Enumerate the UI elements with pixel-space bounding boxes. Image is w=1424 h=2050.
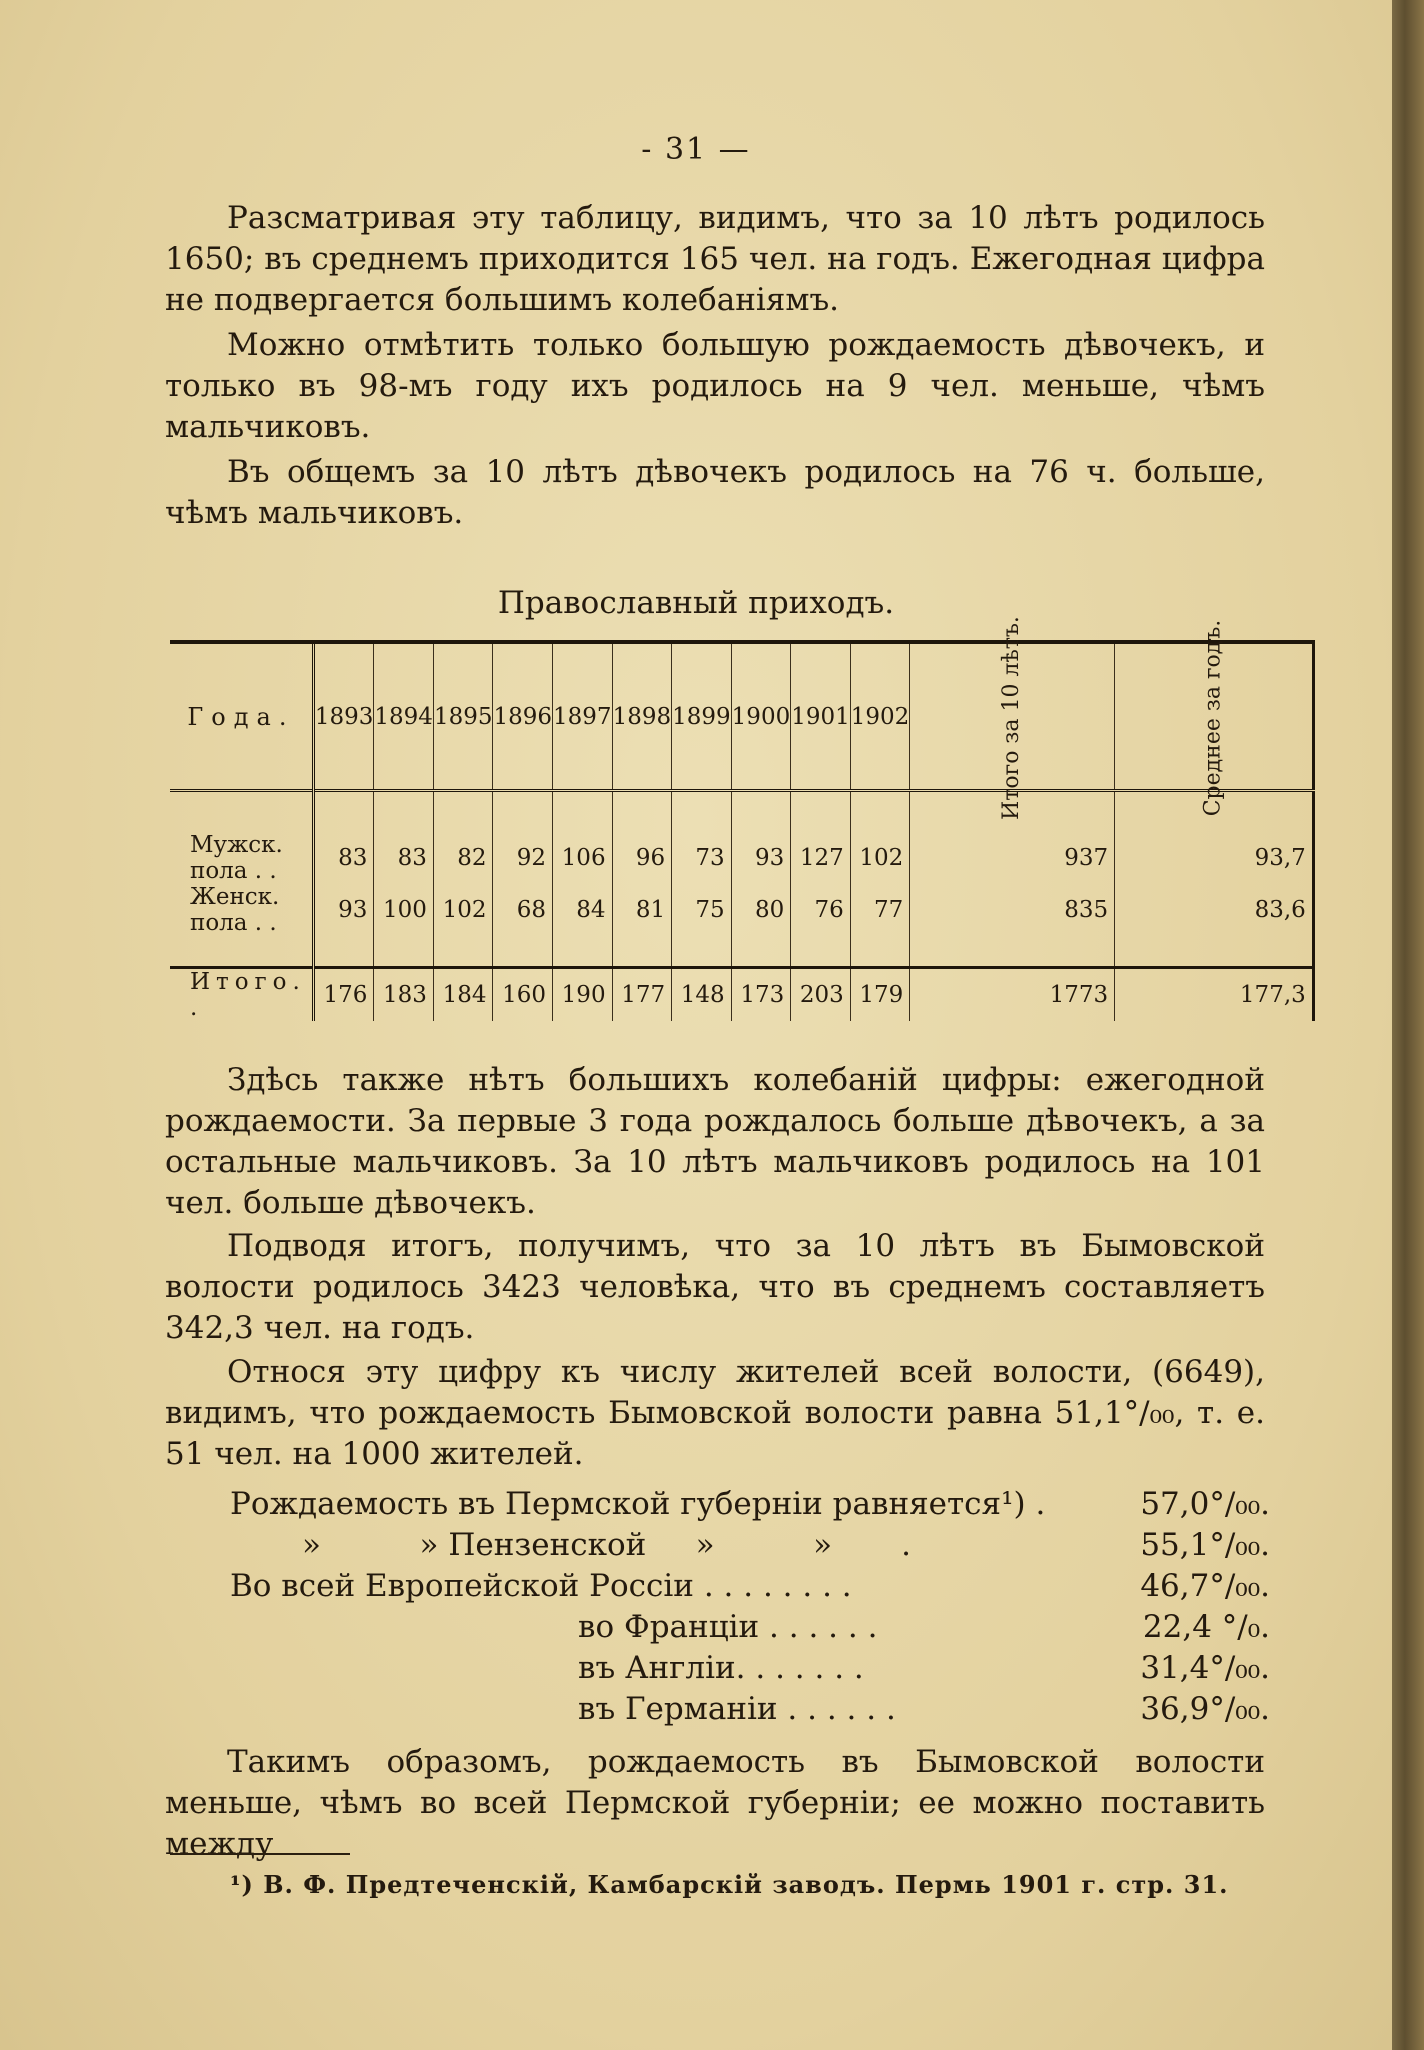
table-cell: 77 [850, 884, 910, 936]
paragraph-7-text: Такимъ образомъ, рождаемость въ Бымовской волости меньше, чѣмъ во всей Пермской губерніи; ее можно поставить между [165, 1744, 1265, 1862]
header-year: 1901 [791, 642, 851, 791]
comparison-value: 57,0°/₀₀. [1140, 1486, 1270, 1522]
header-year: 1902 [850, 642, 910, 791]
table-cell: 80 [731, 884, 791, 936]
comparison-row [230, 1568, 1270, 1609]
header-year: 1896 [493, 642, 553, 791]
comparison-label: въ Англіи. . . . . . . [578, 1650, 864, 1686]
table-cell: 937 [910, 832, 1115, 884]
table-cell: 83 [313, 832, 374, 884]
table-cell: 76 [791, 884, 851, 936]
header-separator [170, 791, 1313, 803]
paragraph-1 [165, 198, 1265, 321]
births-table [170, 615, 1315, 1021]
table-cell: 177 [612, 968, 672, 1022]
table-cell: 177,3 [1115, 968, 1314, 1022]
table-cell: 190 [553, 968, 613, 1022]
paragraph-5 [165, 1226, 1265, 1349]
table-caption: Православный приходъ. [497, 585, 895, 621]
table-cell: 83 [374, 832, 434, 884]
table-header-row [170, 642, 1313, 791]
table-cell: 75 [672, 884, 732, 936]
page-edge [1392, 0, 1424, 2050]
row-label: Итого. . [170, 968, 313, 1022]
table-cell: 81 [612, 884, 672, 936]
table-row-male [170, 832, 1313, 884]
table-cell: 102 [433, 884, 493, 936]
paragraph-2 [165, 325, 1265, 448]
spacer-row [170, 802, 1313, 832]
header-year: 1898 [612, 642, 672, 791]
table-cell: 1773 [910, 968, 1115, 1022]
paragraph-4 [165, 1060, 1265, 1224]
comparison-label: » » Пензенской » » . [302, 1527, 911, 1563]
paragraph-5-text: Подводя итогъ, получимъ, что за 10 лѣтъ въ Бымовской волости родилось 3423 человѣка, что въ среднемъ составляетъ 342,3 чел. на годъ. [165, 1228, 1265, 1346]
comparison-value: 31,4°/₀₀. [1140, 1650, 1270, 1686]
table-cell: 93,7 [1115, 832, 1314, 884]
comparison-label: Во всей Европейской Россіи . . . . . . . . [230, 1568, 852, 1604]
table-cell: 203 [791, 968, 851, 1022]
header-year: 1899 [672, 642, 732, 791]
table-cell: 179 [850, 968, 910, 1022]
header-year: 1895 [433, 642, 493, 791]
paragraph-7 [165, 1742, 1265, 1865]
table-cell: 173 [731, 968, 791, 1022]
table-cell: 96 [612, 832, 672, 884]
comparison-row [230, 1691, 1270, 1732]
table-cell: 160 [493, 968, 553, 1022]
header-year: 1897 [553, 642, 613, 791]
table-cell: 82 [433, 832, 493, 884]
page-number: - 31 — [641, 132, 751, 167]
paragraph-2-text: Можно отмѣтить только большую рождаемость дѣвочекъ, и только въ 98-мъ году ихъ родилось на 9 чел. меньше, чѣмъ мальчиковъ. [165, 327, 1265, 445]
table-cell: 148 [672, 968, 732, 1022]
table-cell: 183 [374, 968, 434, 1022]
comparison-row [230, 1527, 1270, 1568]
header-total-10-years [910, 615, 1115, 820]
comparison-label: Рождаемость въ Пермской губерніи равняется¹) . [230, 1486, 1046, 1522]
header-total-text: Итого за 10 лѣтъ. [999, 615, 1025, 820]
comparison-value: 55,1°/₀₀. [1140, 1527, 1270, 1563]
footnote-rule [170, 1853, 350, 1855]
table-cell: 92 [493, 832, 553, 884]
comparison-row [230, 1486, 1270, 1527]
paragraph-3-text: Въ общемъ за 10 лѣтъ дѣвочекъ родилось на 76 ч. больше, чѣмъ мальчиковъ. [165, 454, 1265, 531]
comparison-row [230, 1609, 1270, 1650]
table-cell: 835 [910, 884, 1115, 936]
table-cell: 84 [553, 884, 613, 936]
header-average-per-year [1115, 619, 1314, 816]
paragraph-6-text: Относя эту цифру къ числу жителей всей волости, (6649), видимъ, что рождаемость Бымовской волости равна 51,1°/₀₀, т. е. 51 чел. на 1000 жителей. [165, 1354, 1265, 1472]
table-cell: 68 [493, 884, 553, 936]
table-cell: 176 [313, 968, 374, 1022]
comparison-value: 22,4 °/₀. [1142, 1609, 1270, 1645]
comparison-row [230, 1650, 1270, 1691]
table-cell: 83,6 [1115, 884, 1314, 936]
paragraph-6 [165, 1352, 1265, 1475]
comparison-label: во Франціи . . . . . . [578, 1609, 878, 1645]
table-cell: 93 [731, 832, 791, 884]
table-row-total [170, 968, 1313, 1022]
comparison-value: 46,7°/₀₀. [1140, 1568, 1270, 1604]
table-cell: 127 [791, 832, 851, 884]
table-cell: 106 [553, 832, 613, 884]
header-years-label: Года. [170, 642, 313, 791]
spacer-row [170, 936, 1313, 968]
header-year: 1894 [374, 642, 434, 791]
comparison-value: 36,9°/₀₀. [1140, 1691, 1270, 1727]
table-cell: 100 [374, 884, 434, 936]
comparison-label: въ Германіи . . . . . . [578, 1691, 896, 1727]
row-label: Мужск. пола . . [170, 832, 313, 884]
paragraph-4-text: Здѣсь также нѣтъ большихъ колебаній цифры: ежегодной рождаемости. За первые 3 года рождалось больше дѣвочекъ, а за остальные мальчиковъ. За 10 лѣтъ мальчиковъ родилось на 101 чел. больше дѣвочекъ. [165, 1062, 1265, 1221]
header-year: 1900 [731, 642, 791, 791]
header-average-text: Среднее за годъ. [1200, 619, 1226, 816]
table-cell: 73 [672, 832, 732, 884]
row-label: Женск. пола . . [170, 884, 313, 936]
table-row-female [170, 884, 1313, 936]
table-cell: 93 [313, 884, 374, 936]
paragraph-3 [165, 452, 1265, 534]
table-cell: 102 [850, 832, 910, 884]
header-year: 1893 [313, 642, 374, 791]
paragraph-1-text: Разсматривая эту таблицу, видимъ, что за 10 лѣтъ родилось 1650; въ среднемъ приходится 165 чел. на годъ. Ежегодная цифра не подвергается большимъ колебаніямъ. [165, 200, 1265, 318]
table-cell: 184 [433, 968, 493, 1022]
footnote: ¹) В. Ф. Предтеченскій, Камбарскій заводъ. Пермь 1901 г. стр. 31. [230, 1870, 1229, 1899]
